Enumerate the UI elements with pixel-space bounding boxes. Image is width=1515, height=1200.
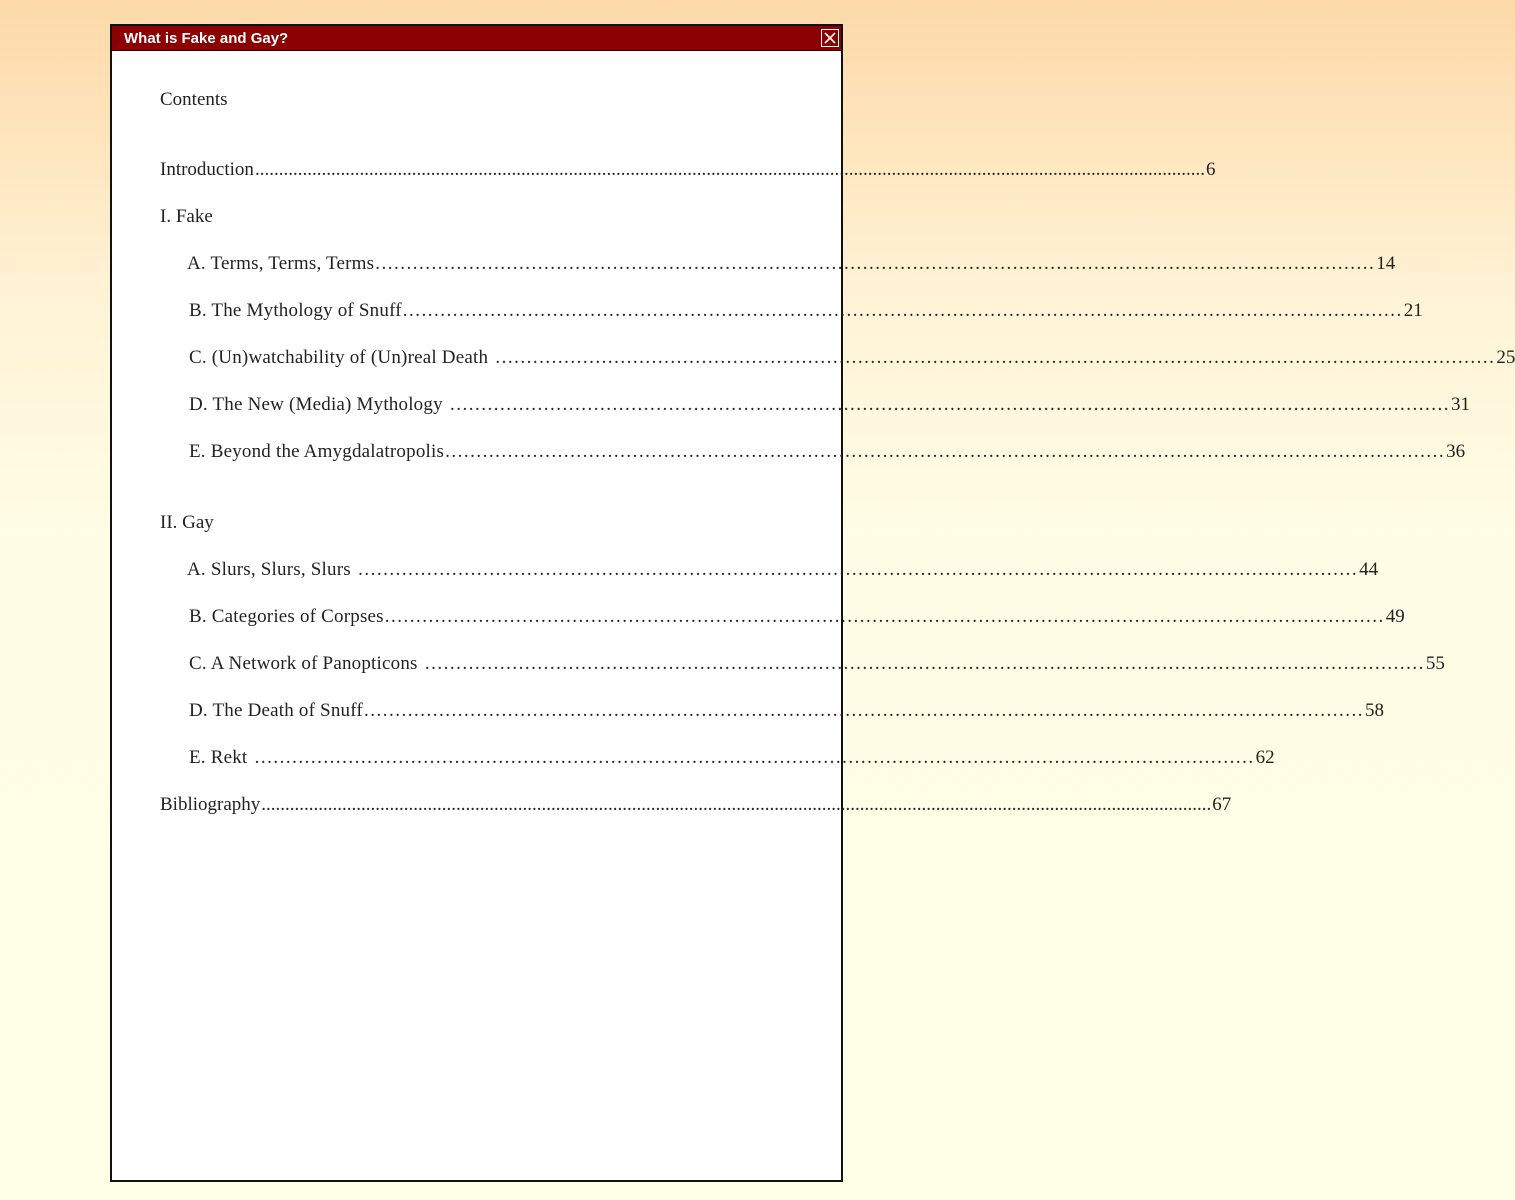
dot-leader: ................................................................................................................................................................: [489, 347, 1496, 368]
dot-leader: ................................................................................................................................................................: [418, 653, 1425, 674]
toc-entry-mythology-of-snuff[interactable]: [189, 299, 1423, 323]
contents-heading: Contents: [160, 89, 228, 110]
toc-entry-label: E. Beyond the Amygdalatropolis: [189, 441, 445, 462]
toc-entry-label: D. The New (Media) Mythology: [189, 394, 443, 415]
toc-entry-new-media-mythology[interactable]: [189, 393, 1471, 417]
dot-leader: ................................................................................................................................................................: [402, 300, 1403, 321]
toc-entry-label: C. A Network of Panopticons: [189, 653, 418, 674]
toc-entry-label: Introduction: [160, 159, 254, 180]
dot-leader: ................................................................................................................................................................: [351, 559, 1359, 580]
toc-entry-label: Bibliography: [160, 794, 261, 815]
dot-leader: ........................................................................................................................................................................................................: [254, 159, 1205, 180]
toc-entry-page: 6: [1205, 159, 1216, 180]
toc-entry-amygdalatropolis[interactable]: [189, 440, 1466, 464]
toc-entry-page: 44: [1359, 559, 1379, 580]
part-title-gay: II. Gay: [160, 512, 214, 533]
toc-entry-death-of-snuff[interactable]: [189, 699, 1384, 723]
toc-entry-slurs[interactable]: [187, 558, 1379, 582]
toc-entry-label: B. Categories of Corpses: [189, 606, 384, 627]
toc-entry-rekt[interactable]: [189, 746, 1275, 770]
toc-entry-page: 31: [1451, 394, 1471, 415]
window-title: What is Fake and Gay?: [124, 30, 289, 47]
dot-leader: ................................................................................................................................................................: [445, 441, 1446, 462]
dot-leader: ................................................................................................................................................................: [384, 606, 1385, 627]
close-button[interactable]: [821, 29, 839, 47]
toc-entry-page: 55: [1425, 653, 1445, 674]
dot-leader: ........................................................................................................................................................................................................: [261, 794, 1212, 815]
toc-entry-page: 25: [1496, 347, 1515, 368]
toc-entry-page: 21: [1403, 300, 1423, 321]
toc-entry-introduction[interactable]: [160, 158, 1216, 182]
dot-leader: ................................................................................................................................................................: [375, 253, 1376, 274]
toc-entry-page: 14: [1376, 253, 1396, 274]
dot-leader: ................................................................................................................................................................: [248, 747, 1255, 768]
toc-entry-label: C. (Un)watchability of (Un)real Death: [189, 347, 489, 368]
toc-entry-label: B. The Mythology of Snuff: [189, 300, 402, 321]
toc-entry-terms[interactable]: [187, 252, 1396, 276]
toc-entry-label: A. Terms, Terms, Terms: [187, 253, 375, 274]
document-window: [110, 24, 1515, 1182]
toc-entry-categories-of-corpses[interactable]: [189, 605, 1405, 629]
window-titlebar[interactable]: [112, 26, 841, 51]
toc-entry-label: D. The Death of Snuff: [189, 700, 363, 721]
toc-entry-page: 58: [1364, 700, 1384, 721]
dot-leader: ................................................................................................................................................................: [363, 700, 1364, 721]
toc-entry-unwatchability[interactable]: [189, 346, 1515, 370]
toc-entry-label: E. Rekt: [189, 747, 248, 768]
toc-entry-label: A. Slurs, Slurs, Slurs: [187, 559, 351, 580]
document-content: [112, 51, 1515, 1180]
part-title-fake: I. Fake: [160, 206, 213, 227]
toc-entry-bibliography[interactable]: [160, 793, 1232, 817]
toc-entry-network-of-panopticons[interactable]: [189, 652, 1445, 676]
toc-entry-page: 49: [1385, 606, 1405, 627]
toc-entry-page: 36: [1446, 441, 1466, 462]
toc-entry-page: 67: [1212, 794, 1232, 815]
toc-entry-page: 62: [1255, 747, 1275, 768]
dot-leader: ................................................................................................................................................................: [443, 394, 1451, 415]
close-icon: [824, 32, 836, 44]
